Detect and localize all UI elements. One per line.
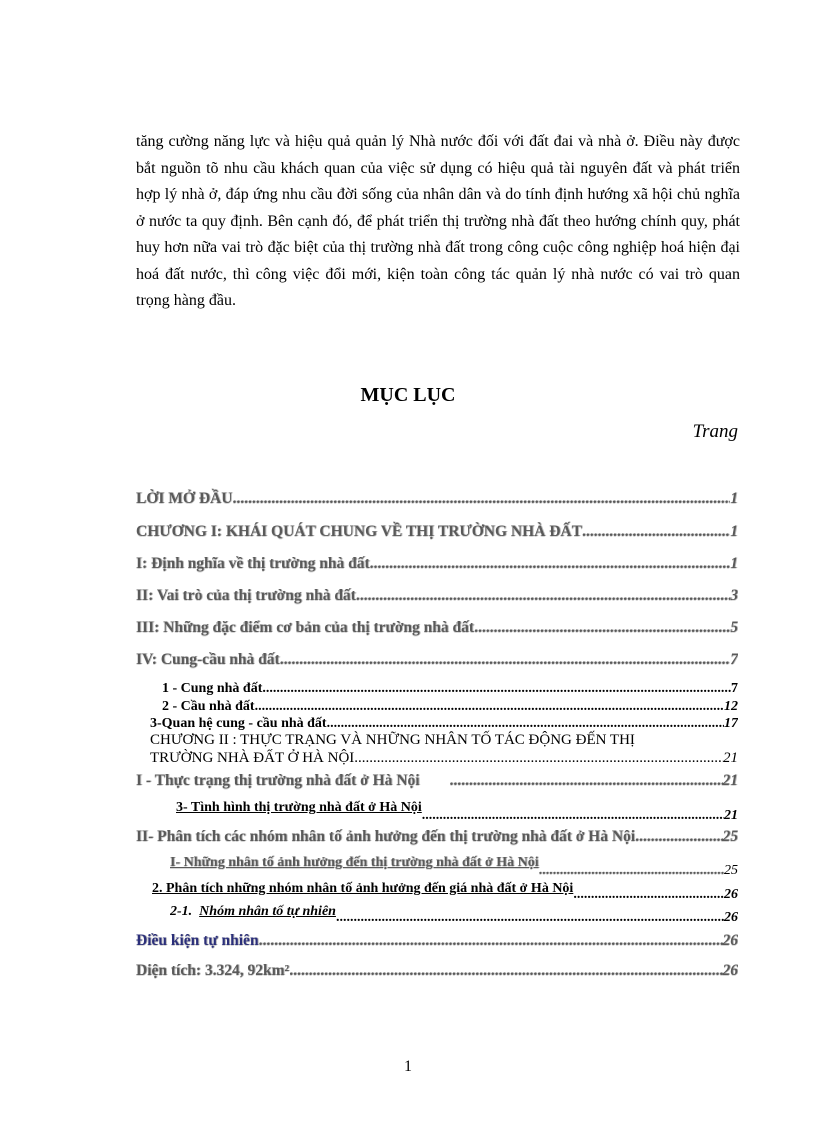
- toc-entry-nhung-nhan-to[interactable]: I- Những nhân tố ảnh hưởng đến thị trường nhà đất ở Hà Nội ..... 25: [170, 855, 738, 879]
- toc-entry-chuong-1[interactable]: CHƯƠNG I: KHÁI QUÁT CHUNG VỀ THỊ TRƯỜNG NHÀ ĐẤT ..... 1: [136, 519, 738, 541]
- page-column-label: Trang: [692, 421, 738, 442]
- toc-entry-gia-nha-dat[interactable]: 2. Phân tích những nhóm nhân tố ảnh hưởng đến giá nhà đất ở Hà Nội ..... 26: [152, 881, 738, 903]
- toc-entry-dieu-kien-tu-nhien[interactable]: Điều kiện tự nhiên ..... 26: [136, 928, 738, 950]
- toc-entry-vai-tro[interactable]: II: Vai trò của thị trường nhà đất ..... 3: [136, 583, 738, 605]
- toc-entry-loi-mo-dau[interactable]: LỜI MỞ ĐẦU ..... 1: [136, 486, 738, 508]
- toc-entry-cau-nha-dat[interactable]: 2 - Cầu nhà đất ..... 12: [162, 697, 738, 715]
- toc-entry-dinh-nghia[interactable]: I: Định nghĩa về thị trường nhà đất ..... 1: [136, 551, 738, 573]
- toc-entry-cung-cau[interactable]: IV: Cung-cầu nhà đất ..... 7: [136, 647, 738, 669]
- toc-entry-dac-diem[interactable]: III: Những đặc điểm cơ bản của thị trường nhà đất ..... 5: [136, 615, 738, 637]
- toc-entry-phan-tich-nhom[interactable]: II- Phân tích các nhóm nhân tố ảnh hưởng đến thị trường nhà đất ở Hà Nội ..... 25: [136, 824, 738, 846]
- toc-entry-chuong-2[interactable]: TRƯỜNG NHÀ ĐẤT Ở HÀ NỘI ..... 21: [150, 749, 738, 767]
- toc-entry-dien-tich[interactable]: Diện tích: 3.324, 92km² ..... 26: [136, 958, 738, 980]
- intro-paragraph: tăng cường năng lực và hiệu quả quản lý Nhà nước đối với đất đai và nhà ở. Điều này được bắt nguồn tõ nhu cầu khách quan của việc sử dụng có hiệu quả tài nguyên đất và phát triển hợp lý nhà ở, đáp ứng nhu cầu đời sống của nhân dân và do tính định hướng xã hội chủ nghĩa ở nước ta quy định. Bên cạnh đó, để phát triển thị trường nhà đất theo hướng chính quy, phát huy hơn nữa vai trò đặc biệt của thị trường nhà đất trong công cuộc công nghiệp hoá hiện đại hoá đất nước, thì công việc đổi mới, kiện toàn công tác quản lý nhà nước có vai trò quan trọng hàng đầu.: [136, 133, 740, 309]
- toc-entry-cung-nha-dat[interactable]: 1 - Cung nhà đất ..... 7: [162, 679, 738, 697]
- toc-entry-quan-he-cung-cau[interactable]: 3-Quan hệ cung - cầu nhà đất ..... 17: [150, 714, 738, 732]
- toc-entry-tinh-hinh[interactable]: 3- Tình hình thị trường nhà đất ở Hà Nội ..... 21: [176, 800, 738, 824]
- toc-entry-nhom-nhan-to-tu-nhien[interactable]: 2-1. Nhóm nhân tố tự nhiên ..... 26: [170, 904, 738, 926]
- toc-entry-thuc-trang[interactable]: I - Thực trạng thị trường nhà đất ở Hà Nội ..... 21: [136, 768, 738, 790]
- toc-entry-chuong-2-line1: CHƯƠNG II : THỰC TRẠNG VÀ NHỮNG NHÂN TỐ TÁC ĐỘNG ĐẾN THỊ: [150, 732, 635, 748]
- toc-title: MỤC LỤC: [360, 384, 456, 406]
- page-number: 1: [404, 1058, 412, 1075]
